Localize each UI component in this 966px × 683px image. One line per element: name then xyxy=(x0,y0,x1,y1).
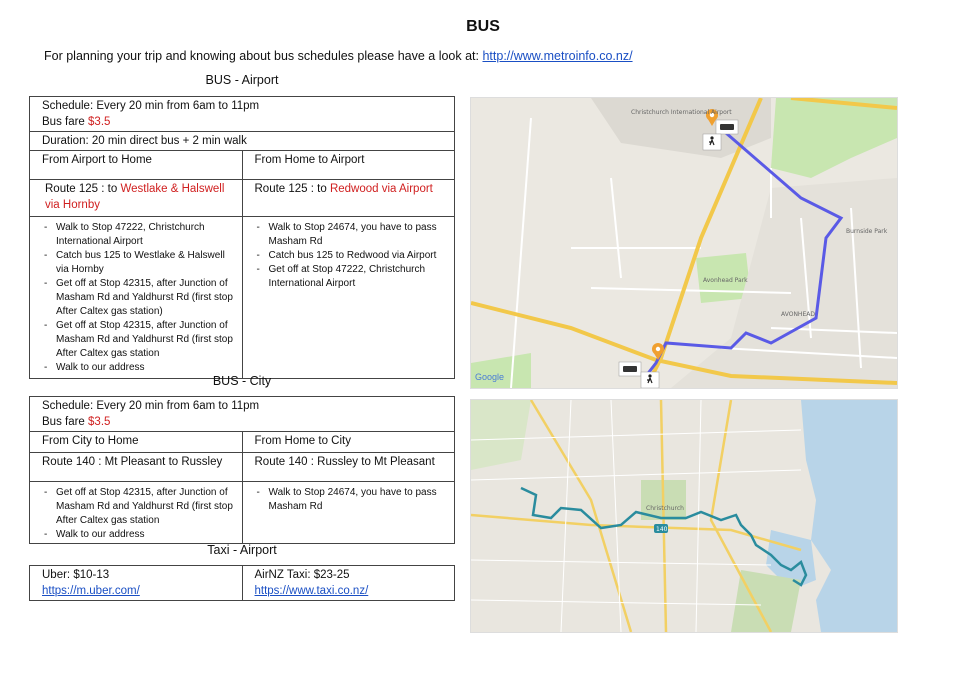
city-route-right: Route 140 : Russley to Mt Pleasant xyxy=(242,453,455,482)
airport-map-svg xyxy=(471,98,897,388)
airport-map-label-avonhead-park: Avonhead Park xyxy=(703,277,748,284)
page-title: BUS xyxy=(466,18,500,35)
city-route-left: Route 140 : Mt Pleasant to Russley xyxy=(30,453,243,482)
city-heading: BUS - City xyxy=(212,374,272,388)
list-item: - Get off at Stop 42315, after Junction of Masham Rd and Yaldhurst Rd (first stop After Caltex gas station) xyxy=(42,277,236,319)
list-item: - Get off at Stop 42315, after Junction of Masham Rd and Yaldhurst Rd (first stop After Caltex gas station xyxy=(42,319,236,361)
intro-line xyxy=(44,49,633,63)
list-item: - Get off at Stop 42315, after Junction of Masham Rd and Yaldhurst Rd (first stop After Caltex gas station xyxy=(42,486,236,528)
city-fare xyxy=(42,414,448,430)
city-fare-value: $3.5 xyxy=(88,416,111,428)
city-schedule-cell xyxy=(30,397,455,432)
airport-route-right-dest: Redwood via Airport xyxy=(329,183,433,195)
airport-route-right xyxy=(242,180,455,217)
city-map-svg xyxy=(471,400,897,632)
list-item: - Walk to Stop 47222, Christchurch International Airport xyxy=(42,221,236,249)
airnz-label: AirNZ Taxi: xyxy=(254,569,314,581)
uber-link[interactable]: https://m.uber.com/ xyxy=(42,585,140,597)
city-steps-right xyxy=(255,486,449,514)
route-140-label: 140 xyxy=(656,526,668,533)
airport-route-left-prefix: Route 125 : to xyxy=(45,183,121,195)
list-item: - Walk to our address xyxy=(42,528,236,542)
airport-fare xyxy=(42,114,448,130)
uber-price: $10-13 xyxy=(73,569,110,581)
airport-steps-right xyxy=(255,221,449,291)
taxi-table xyxy=(29,565,455,601)
city-table xyxy=(29,396,455,544)
list-item: - Catch bus 125 to Westlake & Halswell via Hornby xyxy=(42,249,236,277)
taxi-heading: Taxi - Airport xyxy=(207,543,277,557)
walk-icon xyxy=(703,134,721,150)
city-steps-left xyxy=(42,486,236,542)
city-fare-label: Bus fare xyxy=(42,416,89,428)
route-140-badge xyxy=(654,524,668,533)
airnz-line xyxy=(255,567,449,583)
list-item: - Walk to our address xyxy=(42,361,236,375)
airport-schedule: Schedule: Every 20 min from 6am to 11pm xyxy=(42,100,260,112)
intro-text: For planning your trip and knowing about bus schedules please have a look at: xyxy=(44,49,483,63)
airport-map xyxy=(470,97,898,389)
list-item: - Walk to Stop 24674, you have to pass Masham Rd xyxy=(255,486,449,514)
airport-duration: Duration: 20 min direct bus + 2 min walk xyxy=(30,132,455,151)
uber-line xyxy=(42,567,236,583)
metroinfo-link[interactable]: http://www.metroinfo.co.nz/ xyxy=(482,49,633,63)
list-item: - Walk to Stop 24674, you have to pass Masham Rd xyxy=(255,221,449,249)
city-schedule: Schedule: Every 20 min from 6am to 11pm xyxy=(42,400,260,412)
airport-route-left-dest: Westlake & Halswell via Hornby xyxy=(45,183,225,211)
city-col-right: From Home to City xyxy=(242,432,455,453)
airport-steps-left xyxy=(42,221,236,375)
airport-col-left: From Airport to Home xyxy=(30,151,243,180)
taxi-right xyxy=(242,566,455,601)
bus-icon xyxy=(716,120,738,134)
list-item: - Catch bus 125 to Redwood via Airport xyxy=(255,249,449,263)
city-map xyxy=(470,399,898,633)
list-item: - Get off at Stop 47222, Christchurch International Airport xyxy=(255,263,449,291)
airport-fare-value: $3.5 xyxy=(88,116,111,128)
airport-map-label-airport: Christchurch International Airport xyxy=(631,109,732,116)
city-steps-left-cell xyxy=(30,482,243,544)
airnz-price: $23-25 xyxy=(313,569,350,581)
airport-col-right: From Home to Airport xyxy=(242,151,455,180)
airnz-link[interactable]: https://www.taxi.co.nz/ xyxy=(254,585,369,597)
google-logo: Google xyxy=(475,372,505,382)
airport-steps-left-cell xyxy=(30,217,243,379)
bus-icon xyxy=(619,362,641,376)
airport-fare-label: Bus fare xyxy=(42,116,89,128)
city-steps-right-cell xyxy=(242,482,455,544)
airport-route-left xyxy=(30,180,243,217)
airport-map-label-burnside-park: Burnside Park xyxy=(846,228,888,235)
taxi-left xyxy=(30,566,243,601)
airport-map-label-avonhead: AVONHEAD xyxy=(781,311,815,318)
airport-route-right-prefix: Route 125 : to xyxy=(254,183,330,195)
city-col-left: From City to Home xyxy=(30,432,243,453)
uber-label: Uber: xyxy=(42,569,74,581)
airport-heading: BUS - Airport xyxy=(205,73,279,87)
airport-schedule-cell xyxy=(30,97,455,132)
airport-table xyxy=(29,96,455,379)
airport-steps-right-cell xyxy=(242,217,455,379)
city-map-label-christchurch: Christchurch xyxy=(646,505,684,512)
walk-icon xyxy=(641,372,659,388)
